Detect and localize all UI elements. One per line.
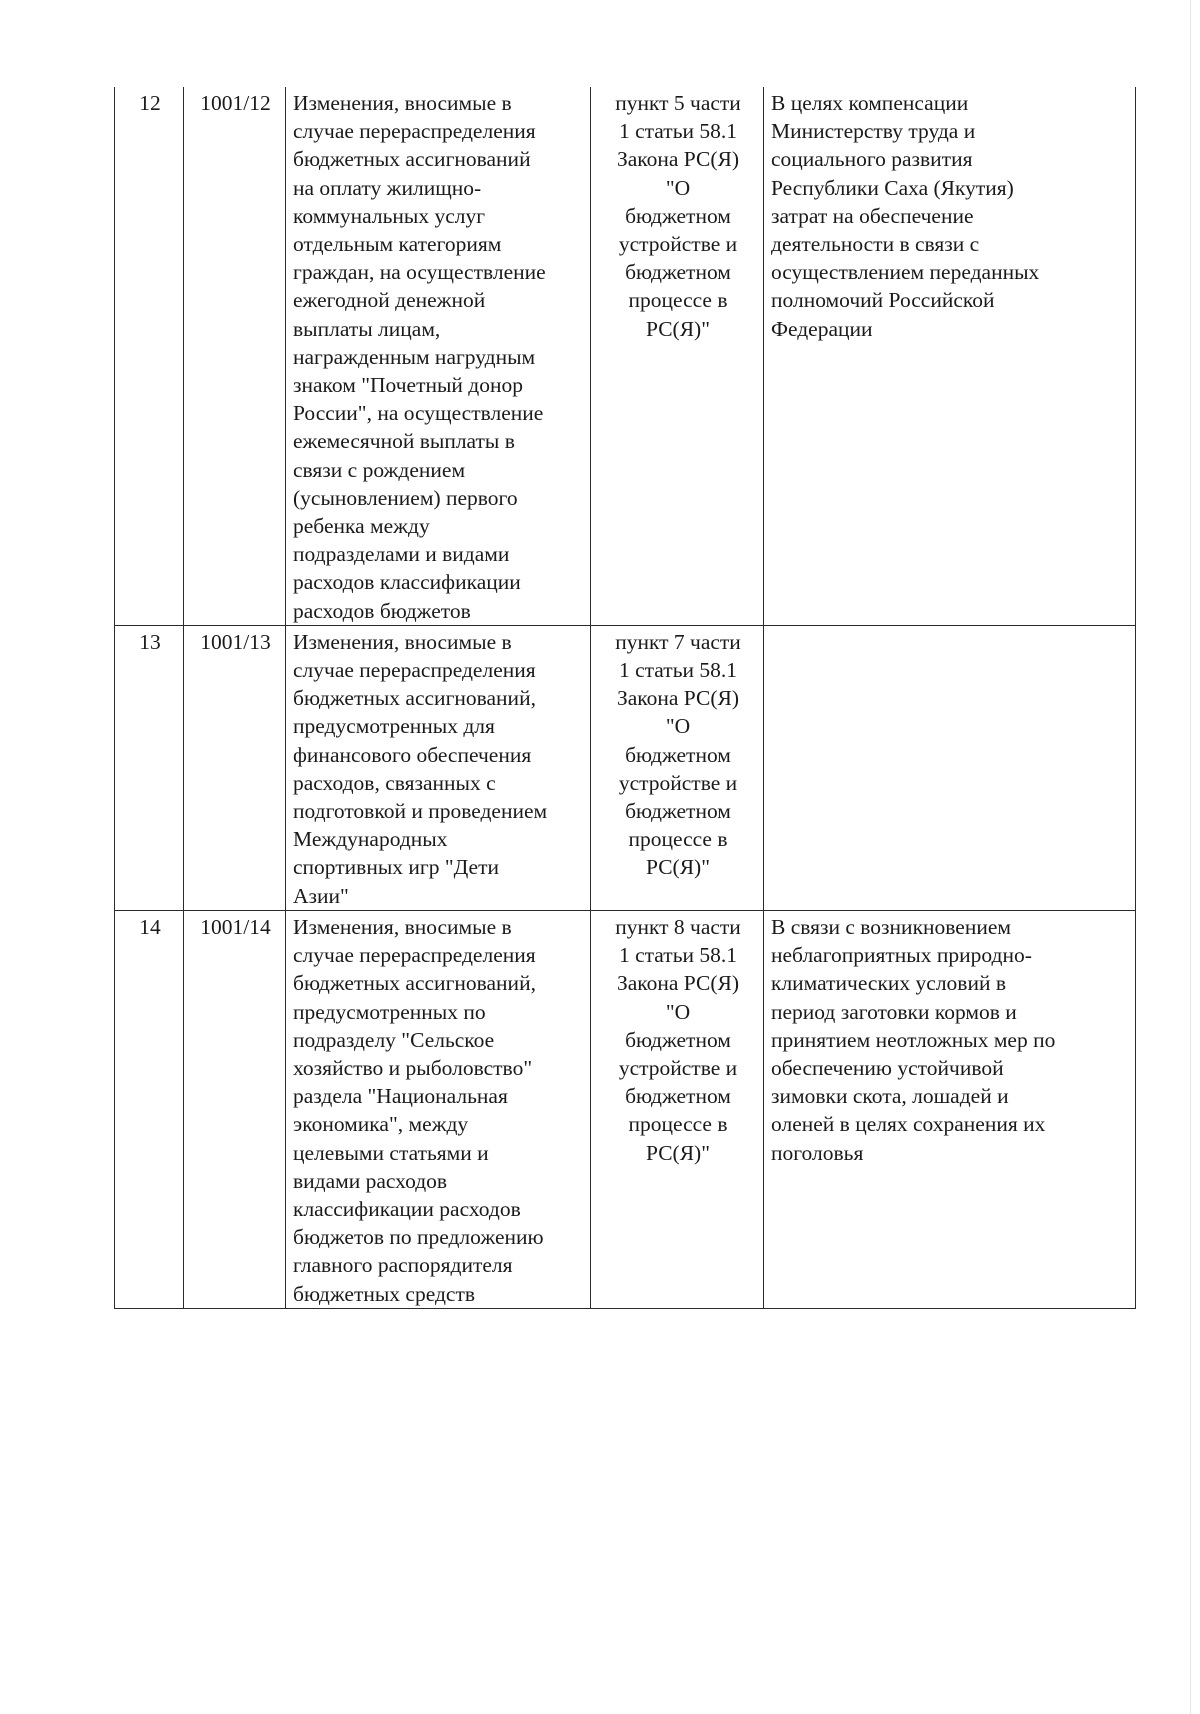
row-code-cell: 1001/14 bbox=[184, 910, 286, 1308]
scan-edge-line bbox=[1190, 0, 1191, 1714]
row-code-cell: 1001/12 bbox=[184, 87, 286, 625]
row-number-cell: 12 bbox=[115, 87, 184, 625]
budget-changes-table bbox=[114, 87, 1136, 1309]
row-reason-cell: В целях компенсации Министерству труда и социального развития Республики Саха (Якутия) затрат на обеспечение деятельности в связи с осуществлением переданных полномочий Российской Федерации bbox=[764, 87, 1136, 625]
row-legal-basis-cell: пункт 8 части 1 статьи 58.1 Закона РС(Я) "О бюджетном устройстве и бюджетном процессе в РС(Я)" bbox=[591, 910, 764, 1308]
row-number-cell: 14 bbox=[115, 910, 184, 1308]
row-description-cell: Изменения, вносимые в случае перераспределения бюджетных ассигнований на оплату жилищно- коммунальных услуг отдельным категориям граждан, на осуществление ежегодной денежной выплаты лицам, награжденным нагрудным знаком "Почетный донор России", на осуществление ежемесячной выплаты в связи с рождением (усыновлением) первого ребенка между подразделами и видами расходов классификации расходов бюджетов bbox=[286, 87, 591, 625]
row-number-cell: 13 bbox=[115, 625, 184, 910]
row-reason-cell bbox=[764, 625, 1136, 910]
row-legal-basis-cell: пункт 5 части 1 статьи 58.1 Закона РС(Я) "О бюджетном устройстве и бюджетном процессе в РС(Я)" bbox=[591, 87, 764, 625]
row-description-cell: Изменения, вносимые в случае перераспределения бюджетных ассигнований, предусмотренных для финансового обеспечения расходов, связанных с подготовкой и проведением Международных спортивных игр "Дети Азии" bbox=[286, 625, 591, 910]
row-description-cell: Изменения, вносимые в случае перераспределения бюджетных ассигнований, предусмотренных по подразделу "Сельское хозяйство и рыболовство" раздела "Национальная экономика", между целевыми статьями и видами расходов классификации расходов бюджетов по предложению главного распорядителя бюджетных средств bbox=[286, 910, 591, 1308]
row-legal-basis-cell: пункт 7 части 1 статьи 58.1 Закона РС(Я) "О бюджетном устройстве и бюджетном процессе в РС(Я)" bbox=[591, 625, 764, 910]
table-row bbox=[115, 910, 1136, 1308]
table-row bbox=[115, 87, 1136, 625]
row-reason-cell: В связи с возникновением неблагоприятных природно- климатических условий в период заготовки кормов и принятием неотложных мер по обеспечению устойчивой зимовки скота, лошадей и оленей в целях сохранения их поголовья bbox=[764, 910, 1136, 1308]
table-row bbox=[115, 625, 1136, 910]
row-code-cell: 1001/13 bbox=[184, 625, 286, 910]
